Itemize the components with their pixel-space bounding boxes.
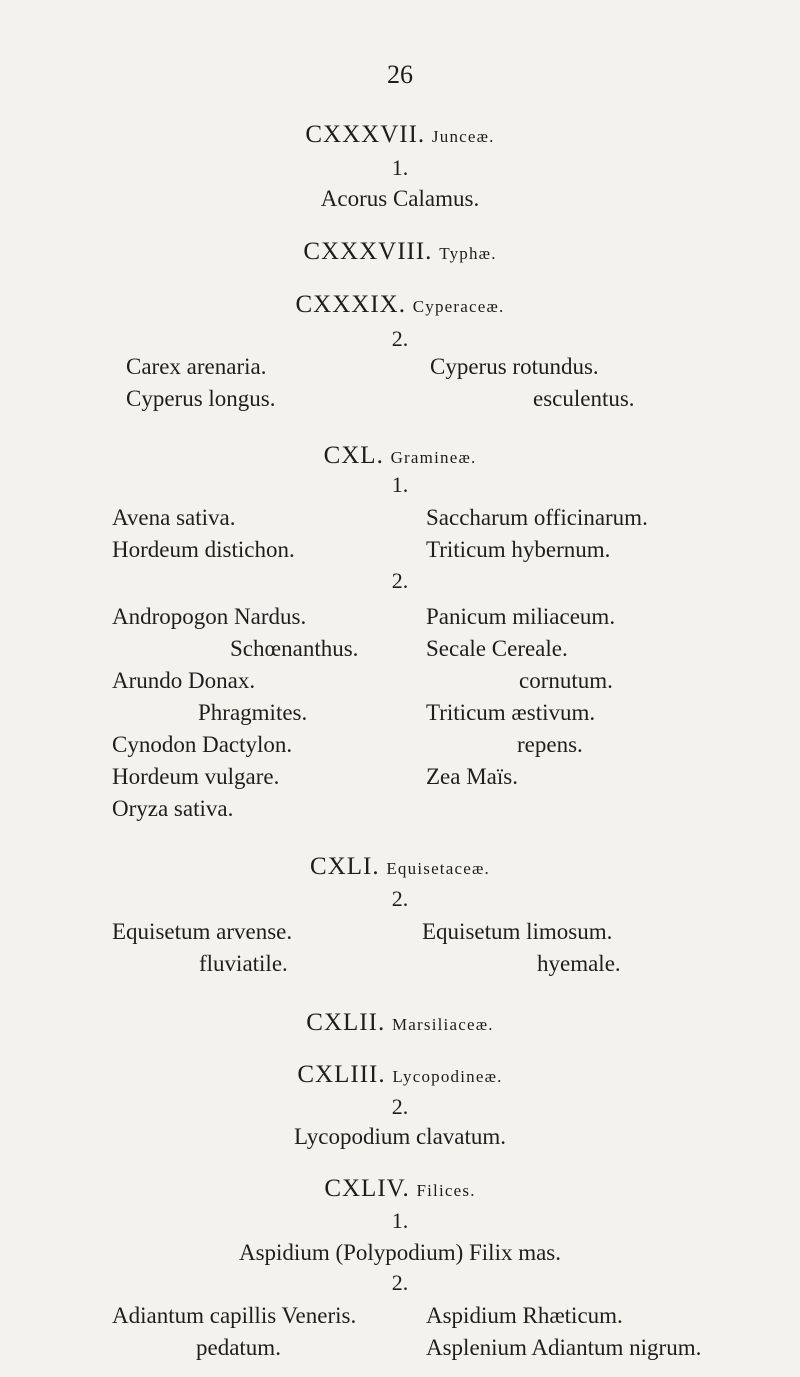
species-entry: Oryza sativa.: [112, 796, 234, 821]
family-heading-cxli: [0, 854, 800, 879]
species-entry: Lycopodium clavatum.: [293, 1124, 507, 1149]
family-numeral: CXLI.: [310, 853, 380, 880]
species-entry: Acorus Calamus.: [320, 186, 480, 211]
species-entry: Phragmites.: [198, 700, 308, 725]
species-entry: pedatum.: [196, 1335, 281, 1360]
species-entry: Hordeum distichon.: [112, 537, 295, 562]
family-heading-cxl: [0, 443, 800, 468]
family-heading-cxxxvii: [0, 122, 800, 147]
species-entry: Secale Cereale.: [426, 636, 568, 661]
page-number: 26: [387, 60, 413, 89]
family-name: Lycopodineæ.: [392, 1067, 503, 1086]
species-entry: Aspidium Rhæticum.: [426, 1303, 623, 1328]
species-entry: Carex arenaria.: [126, 354, 267, 379]
species-entry: Zea Maïs.: [426, 764, 518, 789]
group-label: 1.: [391, 155, 409, 180]
species-entry: Equisetum arvense.: [112, 919, 293, 944]
species-entry: esculentus.: [533, 386, 635, 411]
group-label: 2.: [391, 326, 409, 351]
species-entry: Panicum miliaceum.: [426, 604, 616, 629]
family-numeral: CXLII.: [306, 1009, 386, 1036]
family-heading-cxxxix: [0, 292, 800, 317]
group-label: 2.: [391, 1270, 409, 1295]
group-label: 2.: [391, 886, 409, 911]
group-label: 2.: [391, 568, 409, 593]
species-entry: repens.: [517, 732, 583, 757]
species-entry: fluviatile.: [199, 951, 288, 976]
family-numeral: CXL.: [323, 442, 384, 469]
group-label: 2.: [391, 1094, 409, 1119]
species-entry: hyemale.: [537, 951, 621, 976]
family-heading-cxxxviii: [0, 239, 800, 264]
species-entry: Triticum æstivum.: [426, 700, 596, 725]
family-heading-cxliv: [0, 1176, 800, 1201]
species-entry: Triticum hybernum.: [426, 537, 611, 562]
species-entry: Aspidium (Polypodium) Filix mas.: [238, 1240, 562, 1265]
species-entry: Cyperus rotundus.: [430, 354, 599, 379]
family-numeral: CXLIV.: [324, 1175, 410, 1202]
species-entry: Cyperus longus.: [126, 386, 276, 411]
species-entry: Hordeum vulgare.: [112, 764, 280, 789]
family-name: Filices.: [416, 1181, 476, 1200]
family-name: Equisetaceæ.: [386, 859, 490, 878]
family-name: Marsiliaceæ.: [391, 1015, 494, 1034]
group-label: 1.: [391, 1208, 409, 1233]
family-name: Cyperaceæ.: [412, 297, 505, 316]
species-entry: Asplenium Adiantum nigrum.: [426, 1335, 702, 1360]
species-entry: Avena sativa.: [112, 505, 236, 530]
species-entry: Adiantum capillis Veneris.: [112, 1303, 357, 1328]
species-entry: cornutum.: [519, 668, 613, 693]
family-numeral: CXLIII.: [297, 1061, 386, 1088]
species-entry: Saccharum officinarum.: [426, 505, 648, 530]
family-heading-cxliii: [0, 1062, 800, 1087]
family-numeral: CXXXVII.: [305, 121, 426, 148]
species-entry: Equisetum limosum.: [422, 919, 613, 944]
family-name: Typhæ.: [439, 244, 497, 263]
species-entry: Arundo Donax.: [112, 668, 256, 693]
family-name: Gramineæ.: [390, 448, 477, 467]
family-numeral: CXXXVIII.: [303, 238, 433, 265]
species-entry: Cynodon Dactylon.: [112, 732, 293, 757]
family-numeral: CXXXIX.: [295, 291, 406, 318]
family-heading-cxlii: [0, 1010, 800, 1035]
family-name: Junceæ.: [431, 127, 495, 146]
species-entry: Schœnanthus.: [230, 636, 359, 661]
species-entry: Andropogon Nardus.: [112, 604, 307, 629]
group-label: 1.: [391, 472, 409, 497]
